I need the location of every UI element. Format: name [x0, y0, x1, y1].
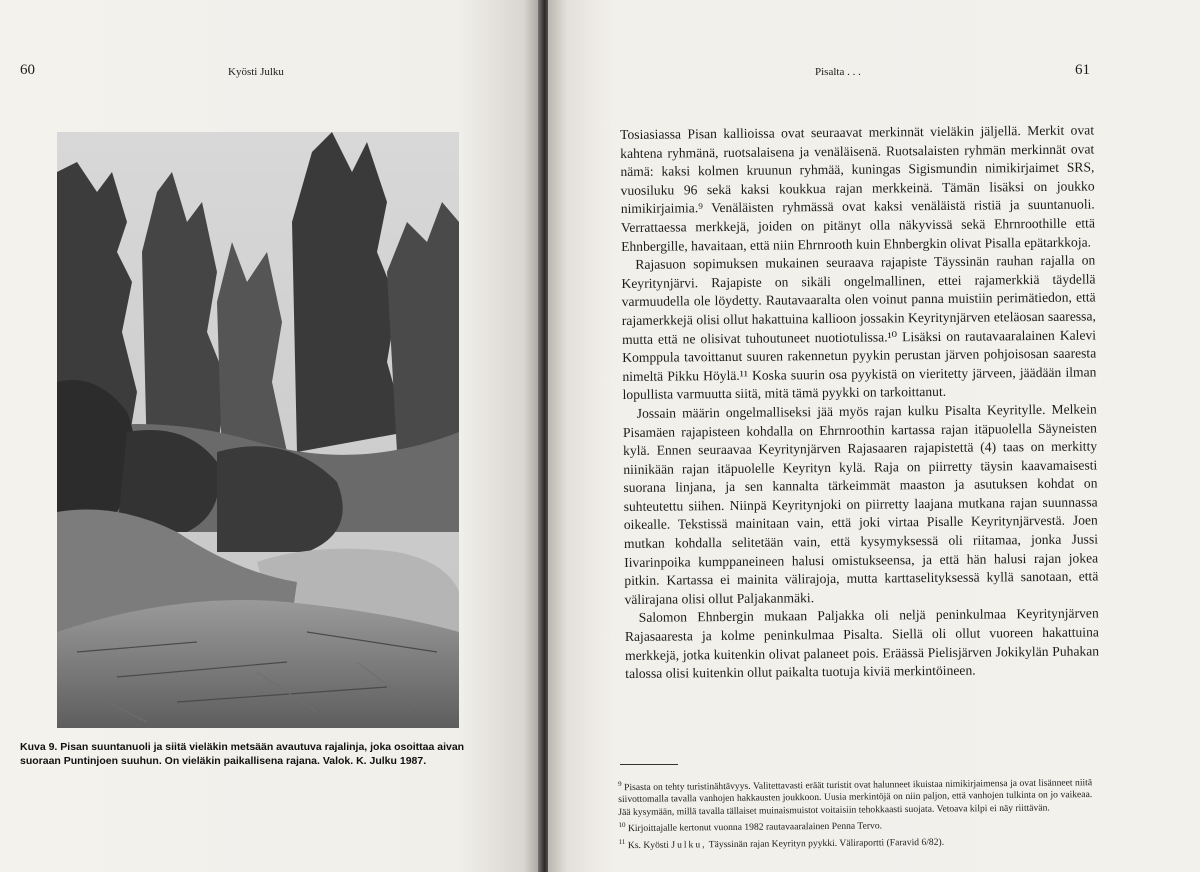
- body-text: [620, 121, 1099, 683]
- footnote-text: Täyssinän rajan Keyrityn pyykki. Väliraportti (Faravid 6/82).: [708, 836, 945, 850]
- footnote-mark: 9: [618, 779, 622, 788]
- footnote-text: Pisasta on tehty turistinähtävyys. Valitettavasti eräät turistit ovat halunneet ikuistaa nimikirjaimensa ja ovat lisänneet niitä siivottomalla tavalla vanhojen hakkausten joukkoon. Uusia merkintöjä on niin paljon, että vanhojen tulkinta on jo vaikeaa. Jää kysymään, millä tavalla tällaiset muinaismuistot voitaisiin tehokkaasti suojata. Vetoava kilpi ei näy riittävän.: [618, 777, 1093, 818]
- paragraph: Tosiasiassa Pisan kallioissa ovat seuraavat merkinnät vieläkin jäljellä. Merkit ovat kahtena ryhmänä, ruotsalaisena ja venäläisenä. Ruotsalaisten ryhmän merkinnät ovat nämä: kaksi kolmen kruunun ryhmää, kuningas Sigismundin nimikirjaimet SRS, vuosiluku 96 sekä kaksi koukkua rajan merkkeinä. Tämän lisäksi on joukko nimikirjaimia.⁹ Venäläisten ryhmässä ovat kaksi venäläistä ristiä ja suuntanuoli. Verrattaessa merkkejä, joiden on pitänyt olla näkyvissä sekä Ehrnroothille että Ehnbergille, havaitaan, että niin Ehrnrooth kuin Ehnbergkin olivat Pisalla epätarkkoja.: [620, 122, 1096, 254]
- footnote: [618, 773, 1092, 819]
- photo-illustration: [57, 132, 459, 728]
- footnote-author-spaced: Julku,: [671, 838, 707, 851]
- footnote-mark: 10: [618, 821, 626, 830]
- running-head-left: Kyösti Julku: [228, 66, 284, 78]
- page-number-left: 60: [20, 62, 35, 78]
- footnote-mark: 11: [618, 837, 626, 846]
- footnote-rule: [620, 764, 678, 765]
- paragraph: Salomon Ehnbergin mukaan Paljakka oli neljä peninkulmaa Keyritynjärven Rajasaaresta ja kolme peninkulmaa Pisalta. Siellä oli ollut vuoreen hakattuina merkkejä, jotka kuitenkin olivat palaneet pois. Eräässä Pielisjärven Jokikylän Puhakan talossa olisi kuitenkin ollut paikalta tuotuja kiviä merkintöineen.: [624, 605, 1100, 682]
- footnotes: [618, 773, 1093, 852]
- left-page: [0, 0, 540, 872]
- page-number-right: 61: [1075, 62, 1090, 78]
- paragraph: Jossain määrin ongelmalliseksi jää myös rajan kulku Pisalta Keyritylle. Melkein Pisamäen rajapisteen kohdalla on Ehrnroothin kartassa rajan itäpuolella Säyneisten kylä. Ennen seuraavaa Keyritynjärven Rajasaaren rajapistettä (4) taas on merkitty niinikään rajan itäpuolelle Keyrityn kylä. Raja on piirretty täysin kaavamaisesti suorana linjana, ja sen kannalta tärkeimmät maaston ja asutuksen kohdat on suhteutettu siihen. Niinpä Keyritynjoki on piirretty laajana mutkana rajan suunnassa oikealle. Tekstissä mainitaan vain, että joki virtaa Pisalle Keyritynjärvestä. Joen mutkan kohdalla selitetään vain, että kysymyksessä oli riitamaa, jonka Jussi Iivarinpoika kumppaneineen halusi omistukseensa, ja että hän halusi rajan jokea pitkin. Kartassa ei mainita välirajoja, mutta karttaselityksessä kyllä sanotaan, että välirajana olisi ollut Paljakanmäki.: [622, 401, 1099, 607]
- running-head-right: Pisalta . . .: [815, 66, 861, 78]
- paragraph: Rajasuon sopimuksen mukainen seuraava rajapiste Täyssinän rauhan rajalla on Keyritynjärvi. Rajapiste on sikäli ongelmallinen, ettei rajamerkkiä täydellä varmuudella ole löydetty. Rautavaaralta olen voinut panna muistiin perimätiedon, että rajamerkkejä olisi ollut hakattuina kallioon jossakin Keyritynjärven eteläosan saaressa, mutta että ne olisivat tuhoutuneet nuotiotulissa.¹⁰ Lisäksi on rautavaaralainen Kalevi Komppula tavoittanut suuren rakennetun pyykin perustan järven pohjoisosan saaresta nimeltä Pikku Höylä.¹¹ Koska suurin osa pyykistä on vieritetty järveen, jäädään ilman lopullista varmuutta siitä, mitä tämä pyykki on tarkoittanut.: [621, 252, 1097, 403]
- right-page: [548, 0, 1200, 872]
- photograph-forest-rocks: [57, 132, 459, 728]
- footnote-text: Ks. Kyösti: [627, 839, 669, 851]
- footnote-text: Kirjoittajalle kertonut vuonna 1982 rautavaaralainen Penna Tervo.: [627, 820, 883, 835]
- figure-caption: Kuva 9. Pisan suuntanuoli ja siitä vieläkin metsään avautuva rajalinja, joka osoittaa aivan suoraan Puntinjoen suuhun. On vieläkin paikallisena rajana. Valok. K. Julku 1987.: [20, 741, 465, 767]
